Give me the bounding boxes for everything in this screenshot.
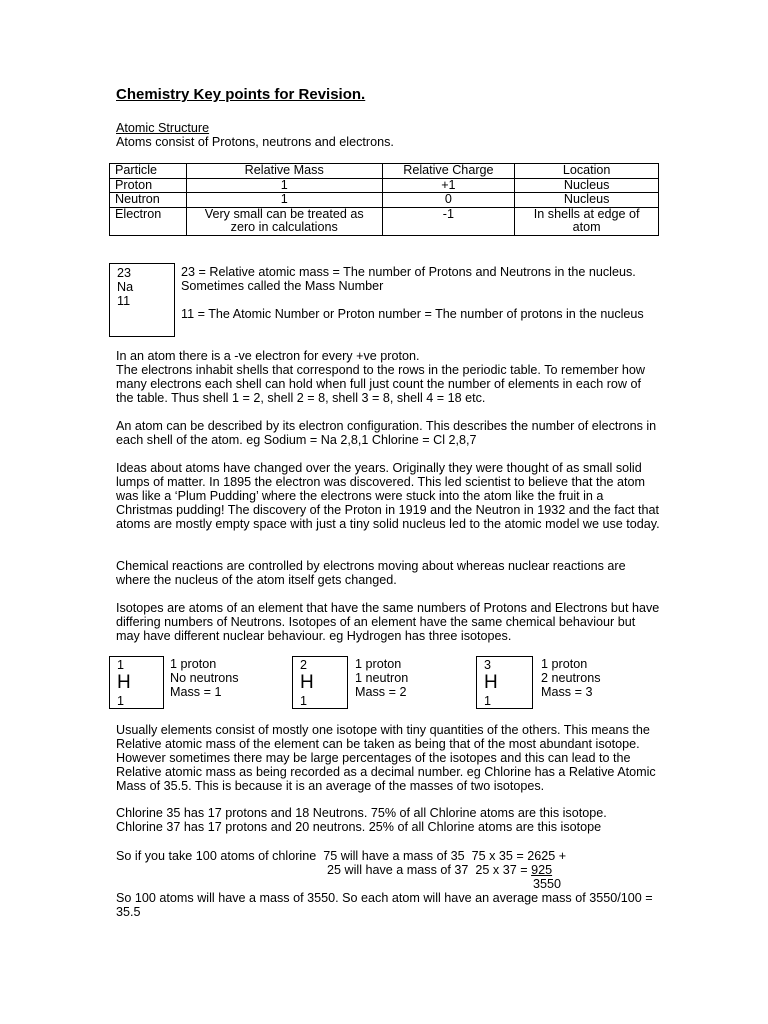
isotope-box-hydrogen-3 <box>476 656 533 709</box>
isotope-mass-number: 2 <box>300 658 308 672</box>
section-heading-atomic-structure: Atomic Structure <box>116 121 210 135</box>
table-header-cell: Particle <box>110 164 187 179</box>
isotope-symbol: H <box>117 672 131 693</box>
sodium-atomic-number: 11 <box>117 294 131 308</box>
table-row <box>110 207 659 235</box>
calculation-line-2-text: 25 will have a mass of 37 25 x 37 = <box>327 863 532 877</box>
calculation-line-2 <box>327 863 552 877</box>
paragraph-electron-proton: In an atom there is a -ve electron for every +ve proton. <box>116 349 420 363</box>
table-cell: 1 <box>186 193 382 208</box>
paragraph-atomic-history: Ideas about atoms have changed over the years. Originally they were thought of as small solid lumps of matter. In 1895 the electron was discovered. This led scientist to believe that the atom was like a ‘Plum Pudding’ where the electrons were stuck into the atom like the fruit in a Christmas pudding! The discovery of the Proton in 1919 and the Neutron in 1932 and the fact that atoms are mostly empty space with just a tiny solid nucleus led to the atomic model we use today. <box>116 461 660 531</box>
chlorine-35-line: Chlorine 35 has 17 protons and 18 Neutrons. 75% of all Chlorine atoms are this isotope. <box>116 806 607 820</box>
isotope-2-protons: 1 proton <box>355 657 402 671</box>
table-cell: Nucleus <box>515 193 659 208</box>
chlorine-37-line: Chlorine 37 has 17 protons and 20 neutrons. 25% of all Chlorine atoms are this isotope <box>116 820 602 834</box>
isotope-3-neutrons: 2 neutrons <box>541 671 601 685</box>
isotope-atomic-number: 1 <box>484 694 492 708</box>
calculation-line-2-value: 925 <box>531 863 553 877</box>
isotope-1-neutrons: No neutrons <box>170 671 239 685</box>
calculation-line-1: So if you take 100 atoms of chlorine 75 will have a mass of 35 75 x 35 = 2625 + <box>116 849 567 863</box>
sodium-symbol: Na <box>117 280 134 294</box>
page-title: Chemistry Key points for Revision. <box>116 86 366 103</box>
paragraph-average-mass: So 100 atoms will have a mass of 3550. So each atom will have an average mass of 3550/100 = 35.5 <box>116 891 653 919</box>
atomic-structure-intro: Atoms consist of Protons, neutrons and electrons. <box>116 135 394 149</box>
table-cell: Proton <box>110 178 187 193</box>
table-cell: +1 <box>382 178 515 193</box>
paragraph-electron-configuration: An atom can be described by its electron configuration. This describes the number of electrons in each shell of the atom. eg Sodium = Na 2,8,1 Chlorine = Cl 2,8,7 <box>116 419 657 447</box>
table-header-cell: Relative Mass <box>186 164 382 179</box>
isotope-atomic-number: 1 <box>300 694 308 708</box>
table-cell: 1 <box>186 178 382 193</box>
isotope-symbol: H <box>484 672 498 693</box>
isotope-2-neutrons: 1 neutron <box>355 671 409 685</box>
sodium-element-box <box>109 263 175 337</box>
table-header-cell: Relative Charge <box>382 164 515 179</box>
table-row <box>110 178 659 193</box>
table-cell: Very small can be treated as zero in calculations <box>186 207 382 235</box>
calculation-total: 3550 <box>533 877 562 891</box>
isotope-box-hydrogen-1 <box>109 656 164 709</box>
atomic-number-explanation: 11 = The Atomic Number or Proton number = The number of protons in the nucleus <box>181 307 644 321</box>
isotope-symbol: H <box>300 672 314 693</box>
paragraph-electron-shells: The electrons inhabit shells that correspond to the rows in the periodic table. To remember how many electrons each shell can hold when full just count the number of elements in each row of the table. Thus shell 1 = 2, shell 2 = 8, shell 3 = 8, shell 4 = 18 etc. <box>116 363 645 405</box>
mass-number-explanation: 23 = Relative atomic mass = The number of Protons and Neutrons in the nucleus. Sometimes called the Mass Number <box>181 265 636 293</box>
table-cell: Neutron <box>110 193 187 208</box>
isotope-atomic-number: 1 <box>117 694 125 708</box>
isotope-1-mass: Mass = 1 <box>170 685 222 699</box>
paragraph-relative-atomic-mass: Usually elements consist of mostly one isotope with tiny quantities of the others. This means the Relative atomic mass of the element can be taken as being that of the most abundant isotope. However sometimes there may be large percentages of the isotopes and this can lead to the Relative atomic mass as being recorded as a decimal number. eg Chlorine has a Relative Atomic Mass of 35.5. This is because it is an average of the masses of two isotopes. <box>116 723 656 793</box>
sodium-mass-number: 23 <box>117 266 132 280</box>
isotope-1-protons: 1 proton <box>170 657 217 671</box>
isotope-2-mass: Mass = 2 <box>355 685 407 699</box>
isotope-box-hydrogen-2 <box>292 656 348 709</box>
table-cell: Nucleus <box>515 178 659 193</box>
table-header-cell: Location <box>515 164 659 179</box>
paragraph-reactions: Chemical reactions are controlled by electrons moving about whereas nuclear reactions are where the nucleus of the atom itself gets changed. <box>116 559 626 587</box>
isotope-3-protons: 1 proton <box>541 657 588 671</box>
table-cell: Electron <box>110 207 187 235</box>
table-cell: -1 <box>382 207 515 235</box>
table-cell: 0 <box>382 193 515 208</box>
table-cell: In shells at edge of atom <box>515 207 659 235</box>
paragraph-isotopes: Isotopes are atoms of an element that have the same numbers of Protons and Electrons but have differing numbers of Neutrons. Isotopes of an element have the same chemical behaviour but may have different nuclear behaviour. eg Hydrogen has three isotopes. <box>116 601 660 643</box>
table-row <box>110 193 659 208</box>
isotope-3-mass: Mass = 3 <box>541 685 593 699</box>
isotope-mass-number: 1 <box>117 658 125 672</box>
isotope-mass-number: 3 <box>484 658 492 672</box>
table-header-row <box>110 164 659 179</box>
particle-table <box>109 163 659 236</box>
